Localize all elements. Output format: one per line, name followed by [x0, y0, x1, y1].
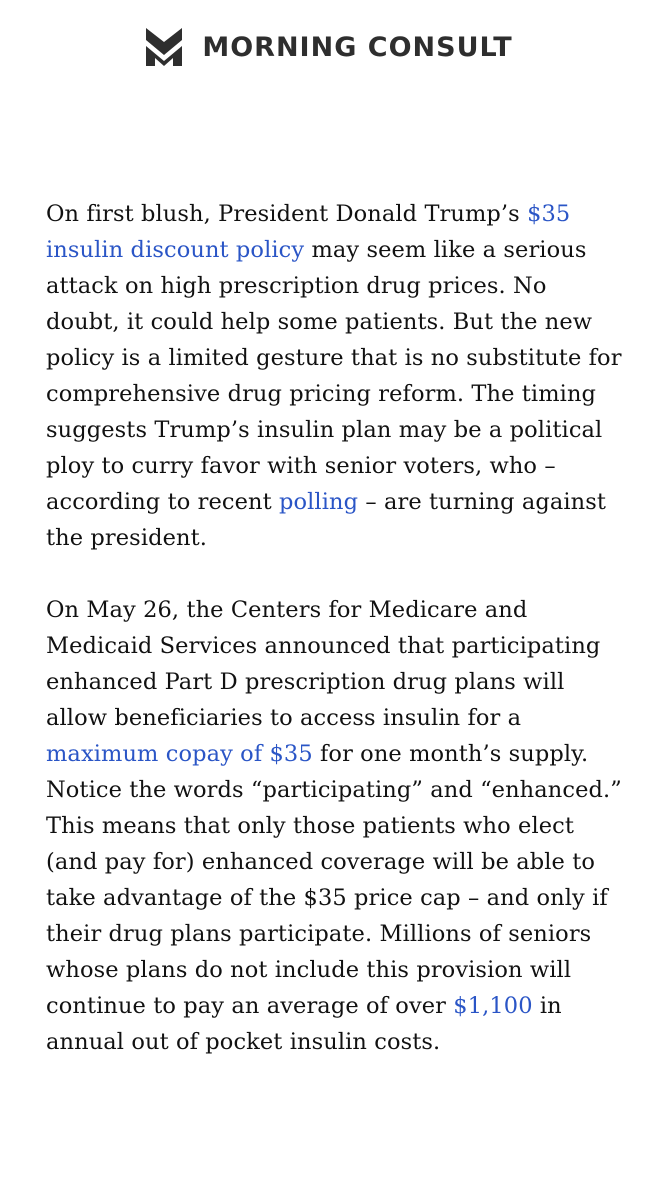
article-body — [46, 196, 626, 1096]
polling-link[interactable]: polling — [278, 489, 359, 515]
brand-logo[interactable] — [144, 26, 512, 68]
paragraph-2-text-a: On May 26, the Centers for Medicare and Medicaid Services announced that participating enhanced Part D prescription drug plans will allow beneficiaries to access insulin for a — [46, 597, 601, 731]
site-header — [0, 0, 657, 100]
paragraph-2-text-c: in annual out of pocket insulin costs. — [46, 993, 562, 1055]
paragraph-2 — [46, 592, 626, 1060]
maximum-copay-link[interactable]: maximum copay of $35 — [46, 741, 313, 767]
paragraph-1 — [46, 196, 626, 556]
morning-consult-logo-icon — [144, 26, 184, 68]
insulin-cost-link[interactable]: $1,100 — [453, 993, 533, 1019]
brand-name: MORNING CONSULT — [202, 31, 513, 63]
paragraph-1-text-a: On first blush, President Donald Trump’s — [46, 201, 528, 227]
paragraph-2-text-b: for one month’s supply. Notice the words “participating” and “enhanced.” This means that only those patients who elect (and pay for) enhanced coverage will be able to take advantage of the $35 price cap – and only if their drug plans participate. Millions of seniors whose plans do not include this provision will continue to pay an average of over — [46, 741, 622, 1019]
paragraph-1-text-b: may seem like a serious attack on high prescription drug prices. No doubt, it could help some patients. But the new policy is a limited gesture that is no substitute for comprehensive drug pricing reform. The timing suggests Trump’s insulin plan may be a political ploy to curry favor with senior voters, who – according to recent — [46, 237, 622, 515]
insulin-policy-link[interactable]: $35 insulin discount policy — [46, 201, 571, 263]
paragraph-1-text-c: – are turning against the president. — [46, 489, 607, 551]
